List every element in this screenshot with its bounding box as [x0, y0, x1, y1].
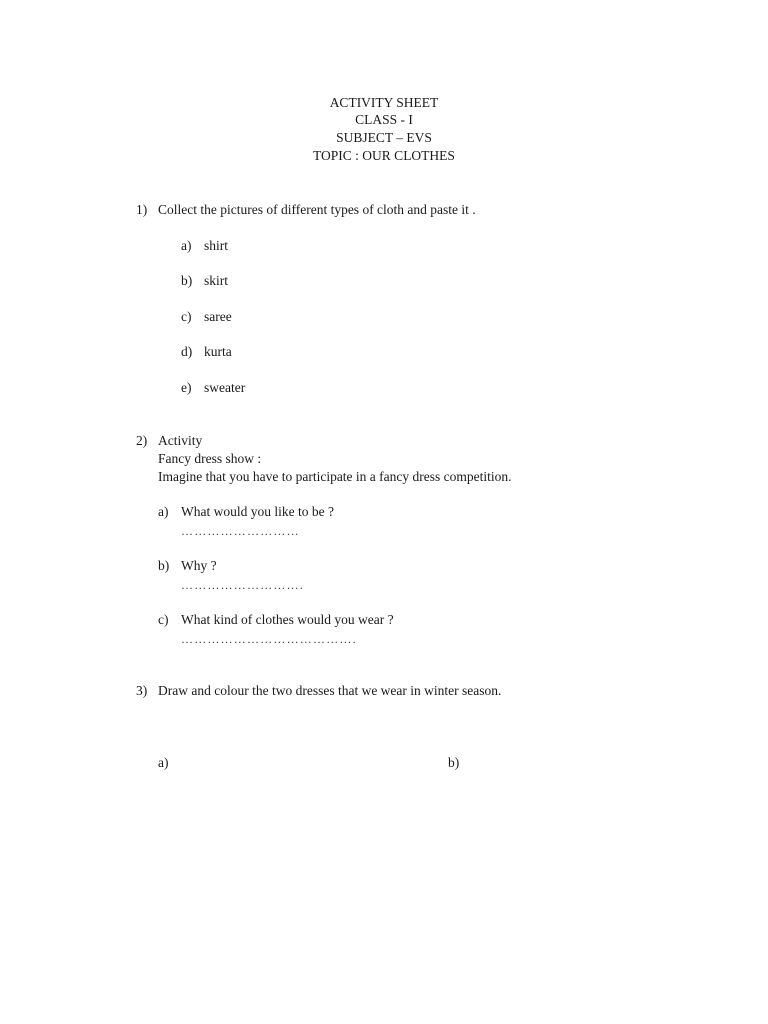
- q1-item-marker: a): [181, 238, 192, 253]
- q3-number: 3): [136, 683, 148, 698]
- q1-number: 1): [136, 202, 148, 217]
- q1-item-marker: c): [181, 309, 192, 324]
- q1-item-marker: e): [181, 380, 192, 395]
- q2-number: 2): [136, 433, 148, 448]
- q2-subtitle: Fancy dress show :: [158, 451, 262, 466]
- q2-intro: Imagine that you have to participate in a fancy dress competition.: [158, 469, 512, 484]
- q1-item-text: sweater: [204, 380, 246, 395]
- drawing-label-a: a): [158, 755, 169, 770]
- answer-blank[interactable]: ……………………….: [181, 578, 304, 592]
- q2-title: Activity: [158, 433, 203, 448]
- q1-item-text: skirt: [204, 273, 229, 288]
- q3-text: Draw and colour the two dresses that we wear in winter season.: [158, 683, 502, 698]
- q2-item-marker: c): [158, 612, 169, 627]
- q1-item-marker: b): [181, 273, 193, 288]
- q1-item-text: shirt: [204, 238, 229, 253]
- q1-item-marker: d): [181, 344, 193, 359]
- q1-item-text: kurta: [204, 344, 232, 359]
- topic-line: TOPIC : OUR CLOTHES: [313, 148, 455, 163]
- q2-item-marker: a): [158, 504, 169, 519]
- subject-line: SUBJECT – EVS: [336, 130, 432, 145]
- answer-blank[interactable]: ………………………: [181, 524, 300, 538]
- q1-item-text: saree: [204, 309, 232, 324]
- q2-item-text: What kind of clothes would you wear ?: [181, 612, 394, 627]
- drawing-label-b: b): [448, 755, 460, 770]
- q1-text: Collect the pictures of different types of cloth and paste it .: [158, 202, 476, 217]
- q2-item-text: What would you like to be ?: [181, 504, 334, 519]
- answer-blank[interactable]: ………………………………….: [181, 632, 357, 646]
- q2-item-marker: b): [158, 558, 170, 573]
- sheet-title: ACTIVITY SHEET: [329, 95, 439, 110]
- q2-item-text: Why ?: [181, 558, 217, 573]
- class-line: CLASS - I: [355, 112, 413, 127]
